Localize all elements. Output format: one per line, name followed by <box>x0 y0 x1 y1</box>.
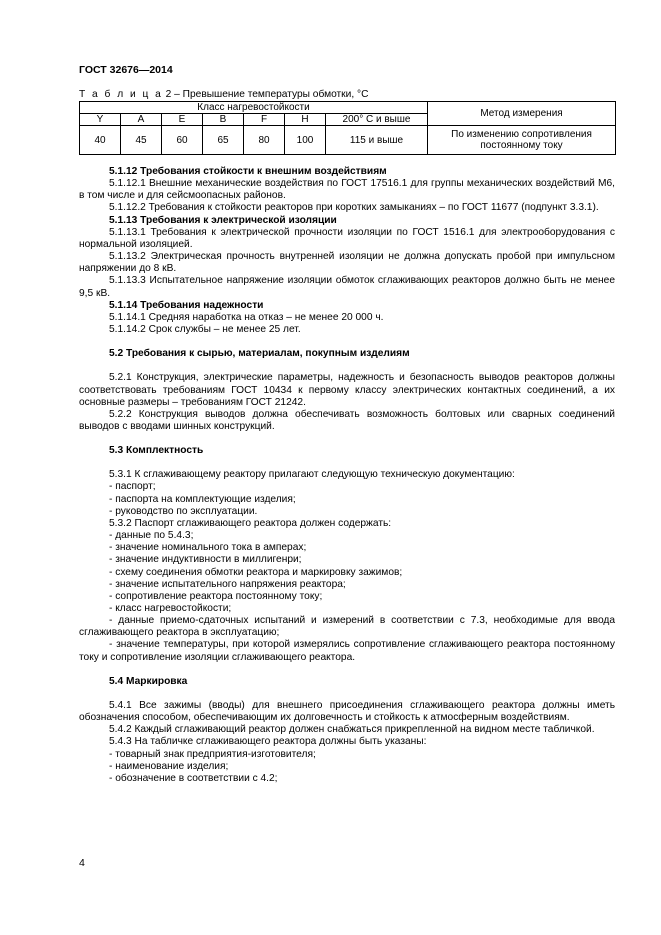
value-cell: 100 <box>285 126 326 155</box>
value-cell: 115 и выше <box>326 126 428 155</box>
paragraph: - сопротивление реактора постоянному току; <box>109 590 323 602</box>
section-heading: 5.4 Маркировка <box>109 675 188 687</box>
paragraph: 5.4.3 На табличке сглаживающего реактора должны быть указаны: <box>109 736 427 748</box>
paragraph: - значение номинального тока в амперах; <box>109 542 307 554</box>
paragraph: - наименование изделия; <box>109 760 229 772</box>
paragraph: 5.1.13.3 Испытательное напряжение изоляции обмоток сглаживающих реакторов должно быть не менее 9,5 кВ. <box>79 275 615 299</box>
paragraph: - данные по 5.4.3; <box>109 530 194 542</box>
paragraph: - руководство по эксплуатации. <box>109 505 258 517</box>
paragraph: - значение индуктивности в миллигенри; <box>109 554 302 566</box>
paragraph-gap <box>79 433 615 445</box>
paragraph: 5.4.2 Каждый сглаживающий реактор должен снабжаться прикрепленной на видном месте табличкой. <box>109 724 595 736</box>
paragraph: - значение испытательного напряжения реактора; <box>109 578 346 590</box>
paragraph: - товарный знак предприятия-изготовителя; <box>109 748 316 760</box>
paragraph: 5.2.1 Конструкция, электрические параметры, надежность и безопасность выводов реакторов должны соответствовать требованиям ГОСТ 10434 к первому классу электрических контактных соединений, а их основные размеры – требованиям ГОСТ 21242. <box>79 372 615 408</box>
table-caption-prefix: Т а б л и ц а <box>79 89 163 100</box>
paragraph: 5.1.13.2 Электрическая прочность внутренней изоляции не должна допускать пробой при импульсном напряжении до 8 кВ. <box>79 251 615 275</box>
class-cell: H <box>285 114 326 126</box>
section-heading: 5.1.13 Требования к электрической изоляции <box>109 214 337 226</box>
paragraph: 5.1.14.1 Средняя наработка на отказ – не менее 20 000 ч. <box>109 311 384 323</box>
paragraph: 5.4.1 Все зажимы (вводы) для внешнего присоединения сглаживающего реактора должны иметь обозначения способом, обеспечивающим их долговечность и стойкость к атмосферным воздействиям. <box>79 699 615 724</box>
temperature-table <box>79 101 616 155</box>
class-group-header: Класс нагревостойкости <box>80 102 428 114</box>
class-cell: 200° С и выше <box>326 114 428 126</box>
page-number: 4 <box>79 857 85 869</box>
method-value-cell: По изменению сопротивления постоянному току <box>428 126 616 155</box>
table-value-row <box>80 126 616 155</box>
class-cell: E <box>162 114 203 126</box>
paragraph: - паспорта на комплектующие изделия; <box>109 493 296 505</box>
table-header-row <box>80 102 616 114</box>
section-heading: 5.1.12 Требования стойкости к внешним воздействиям <box>109 166 387 177</box>
paragraph: 5.1.14.2 Срок службы – не менее 25 лет. <box>109 324 301 336</box>
paragraph: 5.1.13.1 Требования к электрической прочности изоляции по ГОСТ 1516.1 для электрооборудования с нормальной изоляцией. <box>79 226 615 250</box>
value-cell: 65 <box>203 126 244 155</box>
class-cell: Y <box>80 114 121 126</box>
paragraph: - значение температуры, при которой измерялись сопротивление сглаживающего реактора постоянному току и сопротивление изоляции сглаживающего реактора. <box>79 639 615 663</box>
document-header: ГОСТ 32676—2014 <box>79 64 173 76</box>
paragraph: - паспорт; <box>109 481 156 493</box>
paragraph: - данные приемо-сдаточных испытаний и измерений в соответствии с 7.3, необходимые для ввода сглаживающего реактора в эксплуатацию; <box>79 615 615 639</box>
paragraph: 5.1.12.1 Внешние механические воздействия по ГОСТ 17516.1 для группы механических воздействий М6, в том числе и для сейсмоопасных районов. <box>79 178 615 202</box>
table-caption <box>79 89 368 100</box>
paragraph-gap <box>79 457 615 469</box>
class-cell: F <box>244 114 285 126</box>
class-cell: B <box>203 114 244 126</box>
paragraph-gap <box>79 688 615 700</box>
paragraph-gap <box>79 664 615 676</box>
paragraph: 5.1.12.2 Требования к стойкости реакторов при коротких замыканиях – по ГОСТ 11677 (подпункт 3.3.1). <box>109 202 599 214</box>
paragraph-gap <box>79 360 615 372</box>
section-heading: 5.3 Комплектность <box>109 445 204 457</box>
section-heading: 5.1.14 Требования надежности <box>109 299 264 311</box>
method-header: Метод измерения <box>428 102 616 126</box>
value-cell: 45 <box>121 126 162 155</box>
paragraph: - класс нагревостойкости; <box>109 603 232 614</box>
section-heading: 5.2 Требования к сырью, материалам, покупным изделиям <box>109 348 410 360</box>
value-cell: 40 <box>80 126 121 155</box>
value-cell: 60 <box>162 126 203 155</box>
document-body <box>79 166 615 785</box>
paragraph: 5.2.2 Конструкция выводов должна обеспечивать возможность болтовых или сварных соединений выводов с вводами шинных конструкций. <box>79 408 615 432</box>
paragraph-gap <box>79 336 615 348</box>
table-caption-title: 2 – Превышение температуры обмотки, °С <box>162 89 369 100</box>
paragraph: - обозначение в соответствии с 4.2; <box>109 772 278 784</box>
paragraph: 5.3.1 К сглаживающему реактору прилагают следующую техническую документацию: <box>109 469 515 481</box>
class-cell: A <box>121 114 162 126</box>
paragraph: - схему соединения обмотки реактора и маркировку зажимов; <box>109 566 403 578</box>
paragraph: 5.3.2 Паспорт сглаживающего реактора должен содержать: <box>109 517 392 529</box>
value-cell: 80 <box>244 126 285 155</box>
